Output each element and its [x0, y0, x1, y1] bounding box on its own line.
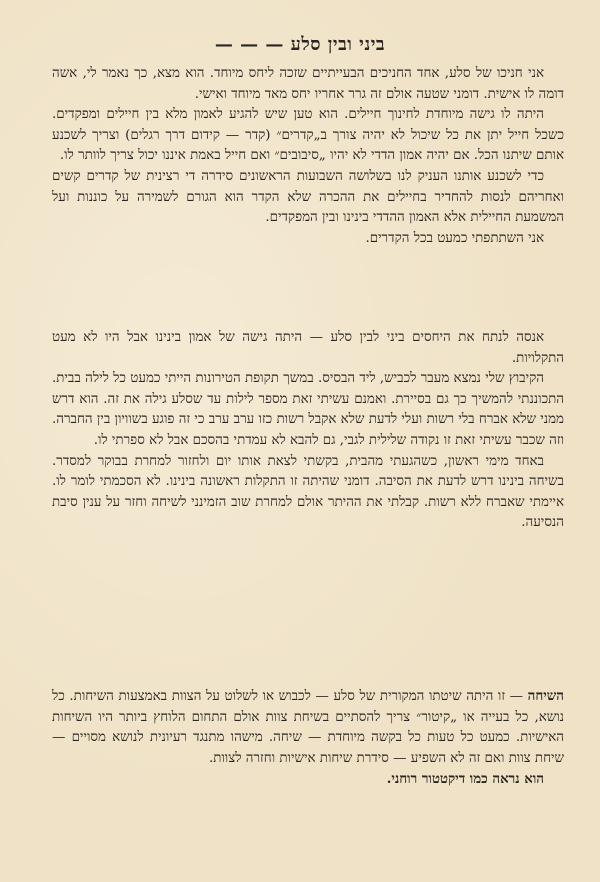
- paragraph: באחד מימי ראשון, כשהגעתי מהבית, בקשתי לצאת אותו יום ולחזור למחרת בבוקר למסדר. בשיחה בינינו דרש לדעת את הסיבה. דומני שהיתה זו התקלות ראשונה בינינו. לא הסכמתי לומר לו. איימתי שאברח ללא רשות. קבלתי את ההיתר אולם למחרת שוב הזמינני לשיחה וחזר על ענין סיבת הנסיעה.: [52, 453, 564, 531]
- page-title: ביני ובין סלע — — —: [214, 34, 386, 55]
- section-relations: [52, 328, 564, 534]
- section-conversation: [52, 686, 564, 790]
- paragraph-lead-word: השיחה: [527, 688, 564, 704]
- closing-line: הוא נראה כמו דיקטטור רוחני.: [386, 771, 544, 788]
- paragraph: אני חניכו של סלע, אחד החניכים הבעייתיים שזכה ליחס מיוחד. הוא מצא, כך נאמר לי, אשה דומה לו אישית. דומני שטעה אולם זה גרר אחריו יחס מאד מיוחד ואישי.: [52, 66, 564, 102]
- paragraph: היתה לו גישה מיוחדת לחינוך חיילים. הוא טען שיש להגיע לאמון מלא בין חיילים ומפקדים. כשכל חייל יתן את כל שיכול לא יהיה צורך ב„קדרים״ (קדר — קידום דרך רגלים) וצריך לשכנע אותם שיתנו הכל. אם יהיה אמון הדדי לא יהיו „סיבובים״ ואם חייל באמת איננו יכול צריך לוותר לו.: [52, 107, 564, 164]
- paragraph: הקיבוץ שלי נמצא מעבר לכביש, ליד הבסיס. במשך תקופת הטירונות הייתי כמעט כל לילה בבית. התכוננתי להמשיך כך גם בסיירת. ואמנם עשיתי זאת מספר לילות עד שסלע גילה את זה. הוא דרש ממני שלא אברח בלי רשות ועלי לדעת שלא אקבל רשות כזו ערב ערב כי זה פוגע בשוויון בין החברה. וזה שכבר עשיתי זאת זו נקודה שלילית לגבי, גם להבא לא עמדתי בהסכם אבל לא ספרתי לו.: [52, 371, 564, 448]
- paragraph: אני השתתפתי כמעט בכל הקדרים.: [365, 230, 544, 246]
- paragraph: אנסה לנתח את היחסים ביני לבין סלע — היתה גישה של אמון בינינו אבל היו לא מעט התקלויות.: [52, 330, 564, 366]
- paragraph: [52, 686, 564, 769]
- section-intro: [52, 64, 564, 249]
- paragraph: כדי לשכנע אותנו העניק לנו בשלושה השבועות הראשונים סידרה די רצינית של קדרים קשים ואחריהם לנסות להחדיר בחיילים את ההכרה שלא הקדר הוא הגורם לשמירה על כוננות ועל המשמעת החיילית אלא האמון ההדדי בינינו ובין המפקדים.: [52, 168, 564, 226]
- paragraph-text: — זו היתה שיטתו המקורית של סלע — לכבוש או לשלוט על הצוות באמצעות השיחות. כל נושא, כל בעייה או „קיטור״ צריך להסתיים בשיחת צוות אולם התחום הלוחץ ביותר היו השיחות האישיות. כמעט כל טעות כל בקשה מיוחדת — שיחה. מישהו מתנגד רעיונית לנושא מסויים — שיחת צוות ואם זה לא השפיע — סידרת שיחות אישיות וחזרה לצוות.: [52, 689, 564, 766]
